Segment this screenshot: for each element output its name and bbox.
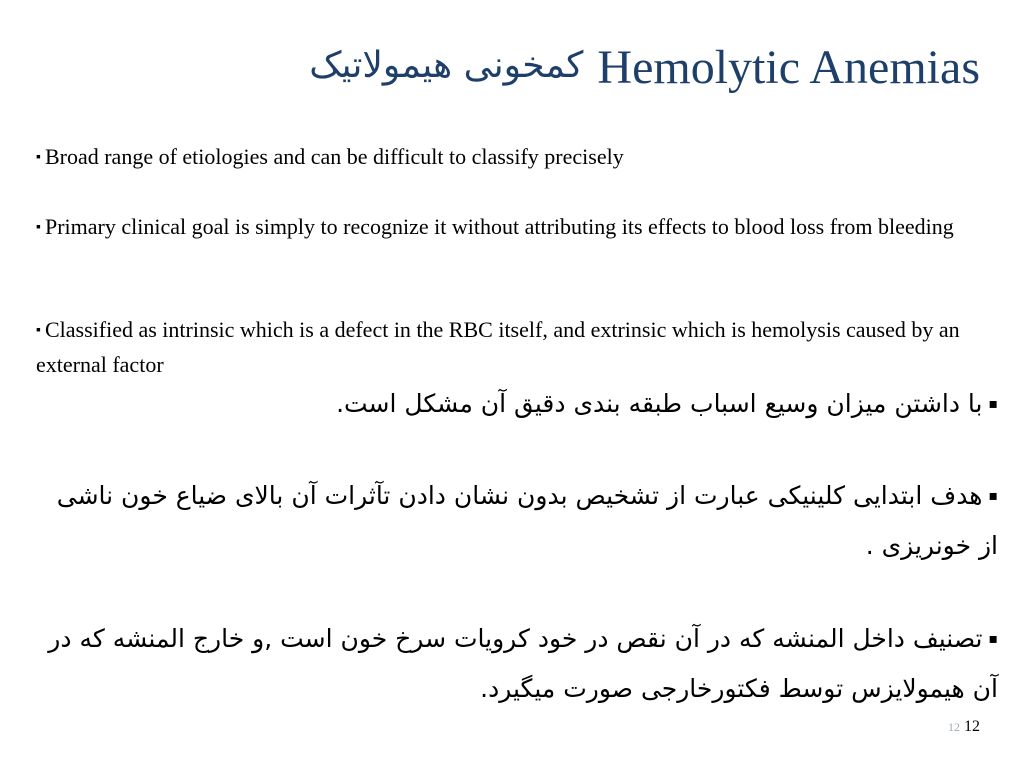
english-bullet-text: Classified as intrinsic which is a defect in the RBC itself, and extrinsic which is hemolysis caused by an external factor (36, 317, 960, 377)
slide-title-english: Hemolytic Anemias (597, 41, 980, 94)
slide-number (948, 718, 980, 736)
square-bullet-icon: ▪ (36, 150, 41, 165)
english-bullet-2 (36, 210, 986, 245)
slide-title (120, 41, 980, 94)
square-bullet-icon: ▪ (988, 631, 998, 647)
persian-bullet-text: تصنیف داخل المنشه که در آن نقص در خود کرویات سرخ خون است ,و خارج المنشه که در آن هیمولایزس توسط فکتورخارجی صورت میگیرد. (48, 624, 998, 703)
persian-bullet-text: با داشتن میزان وسیع اسباب طبقه بندی دقیق آن مشکل است. (336, 389, 983, 418)
slide-number-faint: 12 (948, 720, 960, 734)
square-bullet-icon: ▪ (36, 220, 41, 235)
english-bullet-1 (36, 140, 986, 175)
slide-number-main: 12 (964, 718, 980, 735)
persian-bullet-1 (30, 379, 998, 429)
square-bullet-icon: ▪ (36, 323, 41, 338)
square-bullet-icon: ▪ (988, 396, 998, 412)
english-bullet-3 (36, 313, 986, 382)
persian-bullet-2 (30, 471, 998, 571)
slide-title-persian: کمخونی هیمولاتیک (309, 45, 584, 86)
square-bullet-icon: ▪ (988, 488, 998, 504)
english-bullet-text: Primary clinical goal is simply to recognize it without attributing its effects to blood loss from bleeding (44, 214, 954, 239)
english-bullet-text: Broad range of etiologies and can be difficult to classify precisely (44, 144, 624, 169)
persian-bullet-text: هدف ابتدایی کلینیکی عبارت از تشخیص بدون نشان دادن تآثرات آن بالای ضیاع خون ناشی از خونریزی . (56, 481, 998, 560)
persian-bullet-3 (30, 614, 998, 714)
